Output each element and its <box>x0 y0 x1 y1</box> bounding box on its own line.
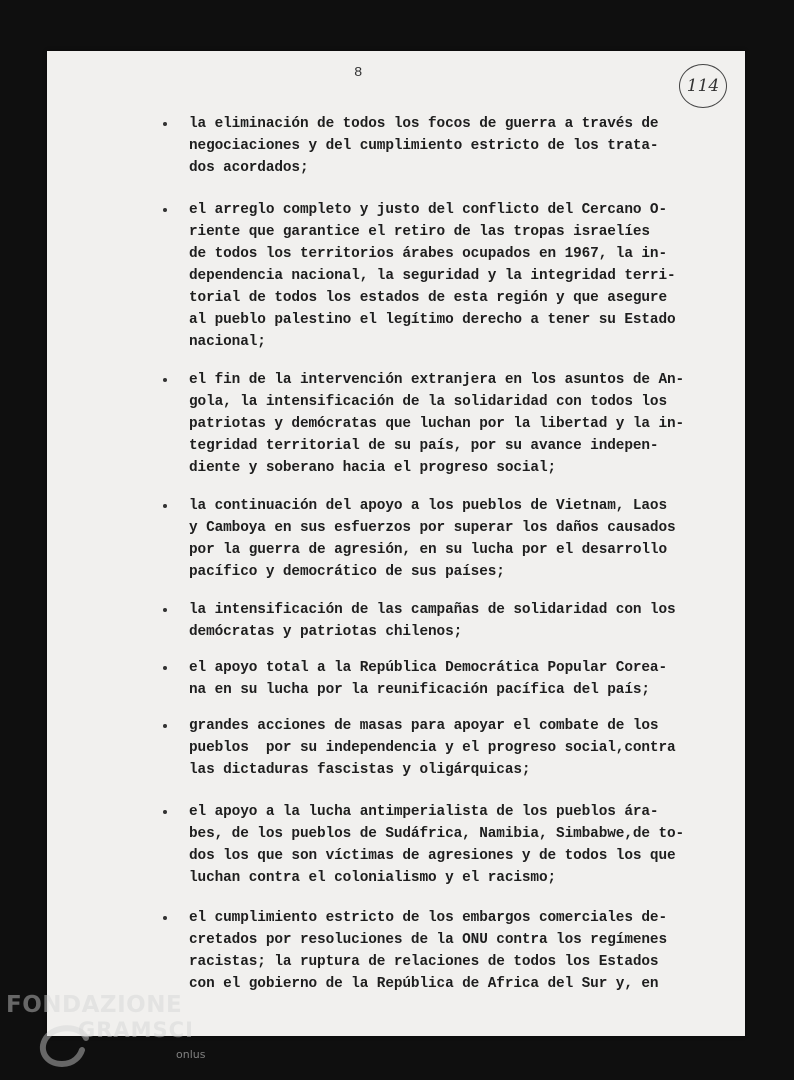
foundation-watermark <box>6 990 206 1070</box>
bullet-icon <box>163 724 167 728</box>
bullet-icon <box>163 208 167 212</box>
item-line: por la guerra de agresión, en su lucha por el desarrollo <box>189 542 668 558</box>
watermark-line2: GRAMSCI <box>78 1018 194 1042</box>
item-line: patriotas y demócratas que luchan por la libertad y la in- <box>189 416 685 432</box>
item-line: gola, la intensificación de la solidaridad con todos los <box>189 394 668 410</box>
bullet-icon <box>163 608 167 612</box>
item-line: con el gobierno de la República de Africa del Sur y, en <box>189 976 659 992</box>
item-line: el apoyo a la lucha antimperialista de los pueblos ára- <box>189 804 659 820</box>
item-line: pacífico y democrático de sus países; <box>189 564 505 580</box>
bullet-icon <box>163 810 167 814</box>
bullet-icon <box>163 122 167 126</box>
item-line: diente y soberano hacia el progreso social; <box>189 460 557 476</box>
item-line: dos acordados; <box>189 160 309 176</box>
bullet-icon <box>163 916 167 920</box>
item-line: na en su lucha por la reunificación pacífica del país; <box>189 682 650 698</box>
item-line: las dictaduras fascistas y oligárquicas; <box>189 762 531 778</box>
watermark-suffix: onlus <box>176 1048 206 1061</box>
archive-number-text: 114 <box>686 76 720 96</box>
item-line: dependencia nacional, la seguridad y la integridad terri- <box>189 268 676 284</box>
item-line: y Camboya en sus esfuerzos por superar los daños causados <box>189 520 676 536</box>
item-line: grandes acciones de masas para apoyar el combate de los <box>189 718 659 734</box>
item-line: al pueblo palestino el legítimo derecho a tener su Estado <box>189 312 676 328</box>
item-line: el apoyo total a la República Democrática Popular Corea- <box>189 660 668 676</box>
item-line: el cumplimiento estricto de los embargos comerciales de- <box>189 910 668 926</box>
item-line: demócratas y patriotas chilenos; <box>189 624 463 640</box>
bullet-icon <box>163 378 167 382</box>
bullet-icon <box>163 504 167 508</box>
item-line: nacional; <box>189 334 266 350</box>
watermark-line1: FONDAZIONE <box>6 992 183 1018</box>
item-line: bes, de los pueblos de Sudáfrica, Namibia, Simbabwe,de to- <box>189 826 685 842</box>
item-line: de todos los territorios árabes ocupados en 1967, la in- <box>189 246 668 262</box>
item-line: el arreglo completo y justo del conflicto del Cercano O- <box>189 202 668 218</box>
document-page <box>47 51 745 1036</box>
item-line: racistas; la ruptura de relaciones de todos los Estados <box>189 954 659 970</box>
item-line: la continuación del apoyo a los pueblos de Vietnam, Laos <box>189 498 668 514</box>
item-line: tegridad territorial de su país, por su avance indepen- <box>189 438 659 454</box>
item-line: riente que garantice el retiro de las tropas israelíes <box>189 224 650 240</box>
item-line: luchan contra el colonialismo y el racismo; <box>189 870 557 886</box>
item-line: la intensificación de las campañas de solidaridad con los <box>189 602 676 618</box>
handwritten-archive-number <box>679 64 727 108</box>
item-line: el fin de la intervención extranjera en los asuntos de An- <box>189 372 685 388</box>
item-line: cretados por resoluciones de la ONU contra los regímenes <box>189 932 668 948</box>
item-line: negociaciones y del cumplimiento estricto de los trata- <box>189 138 659 154</box>
item-line: torial de todos los estados de esta región y que asegure <box>189 290 668 306</box>
page-number: 8 <box>354 65 363 81</box>
bullet-icon <box>163 666 167 670</box>
item-line: la eliminación de todos los focos de guerra a través de <box>189 116 659 132</box>
item-line: dos los que son víctimas de agresiones y de todos los que <box>189 848 676 864</box>
item-line: pueblos por su independencia y el progreso social,contra <box>189 740 676 756</box>
